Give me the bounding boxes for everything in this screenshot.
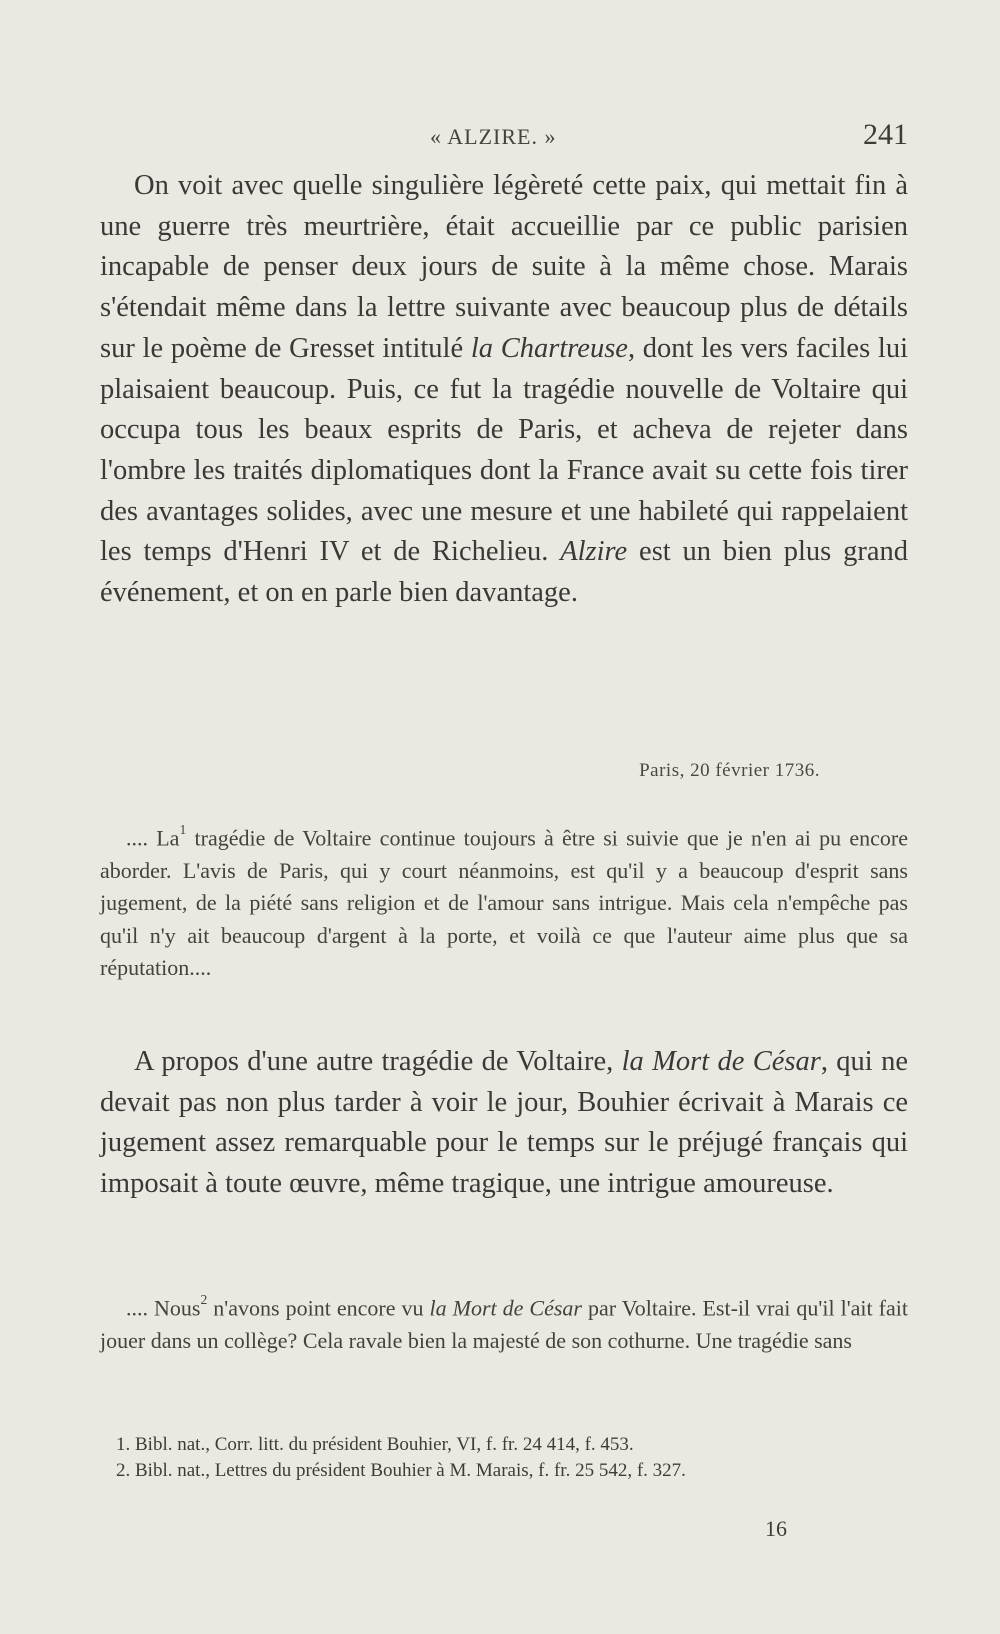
work-title: la Mort de César <box>621 1046 821 1077</box>
footnote-ref: 2 <box>200 1292 208 1307</box>
running-header <box>100 118 908 158</box>
footnotes <box>100 1432 908 1483</box>
work-title: la Mort de César <box>429 1295 582 1321</box>
signature-mark: 16 <box>765 1516 787 1541</box>
work-title: la Chartreuse <box>470 332 628 364</box>
quoted-letter-1 <box>100 814 908 985</box>
letter-dateline: Paris, 20 février 1736. <box>639 760 820 781</box>
quoted-letter-2 <box>100 1284 908 1357</box>
running-title: « ALZIRE. » <box>430 124 557 149</box>
work-title: Alzire <box>560 536 628 568</box>
paragraph-text: A propos d'une autre tragédie de Voltaire, la Mort de César, qui ne devait pas non plus tarder à voir le jour, Bouhier écrivait à Marais ce jugement assez remarquable pour le temps sur le préjugé français qui imposait à toute œuvre, même tragique, une intrigue amoureuse. <box>100 1046 908 1200</box>
footnote-ref: 1 <box>179 822 187 837</box>
body-paragraph-2 <box>100 1042 908 1205</box>
quote-text: .... Nous$^2$ n'avons point encore vu la Mort de César par Voltaire. Est-il vrai qu'il l'ait fait jouer dans un collège? Cela ravale bien la majesté de son cothurne. Une tragédie sans <box>100 1292 908 1353</box>
quote-text: .... La$^1$ tragédie de Voltaire continue toujours à être si suivie que je n'en ai pu encore aborder. L'avis de Paris, qui y court néanmoins, est qu'il y a beaucoup d'esprit sans jugement, de la piété sans religion et de l'amour sans intrigue. Mais cela n'empêche pas qu'il n'y ait beaucoup d'argent à la porte, et voilà ce que l'auteur aime plus que sa réputation.... <box>100 822 909 981</box>
body-paragraph-1 <box>100 166 908 614</box>
footnote-2: 2. Bibl. nat., Lettres du président Bouhier à M. Marais, f. fr. 25 542, f. 327. <box>116 1459 686 1481</box>
page-number: 241 <box>863 118 908 151</box>
footnote-1: 1. Bibl. nat., Corr. litt. du président Bouhier, VI, f. fr. 24 414, f. 453. <box>116 1434 634 1455</box>
paragraph-text: On voit avec quelle singulière légèreté cette paix, qui mettait fin à une guerre très meurtrière, était accueillie par ce public parisien incapable de penser deux jours de suite à la même chose. Marais s'étendait même dans la lettre suivante avec beaucoup plus de détails sur le poème de Gresset intitulé la Chartreuse, dont les vers faciles lui plaisaient beaucoup. Puis, ce fut la tragédie nouvelle de Voltaire qui occupa tous les beaux esprits de Paris, et acheva de rejeter dans l'ombre les traités diplomatiques dont la France avait su cette fois tirer des avantages solides, avec une mesure et une habileté qui rappelaient les temps d'Henri IV et de Richelieu. Alzire est un bien plus grand événement, et on en parle bien davantage. <box>100 170 908 609</box>
